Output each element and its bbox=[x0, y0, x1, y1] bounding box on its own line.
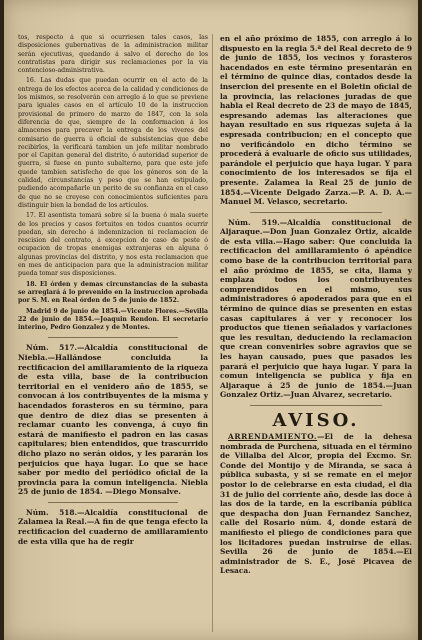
right-column bbox=[220, 34, 412, 634]
paragraph-article-18: 18. El órden y demas circunstancias de la subasta se arreglará á lo prevenido en la instruccion aprobada por S. M. en Real órden de 5 de junio de 1852. bbox=[18, 280, 208, 305]
notice-518-zalamea: Núm. 518.—Alcaldía constitucional de Zalamea la Real.—A fin de que tenga efecto la rectificacion del cuaderno de amillaramiento de esta villa que ha de regir bbox=[18, 507, 208, 546]
newspaper-page bbox=[4, 0, 418, 640]
paragraph-contract-disputes: tos, respecto á que si ocurriesen tales casos, las disposiciones gubernativas de la administracion militar serán ejecutivas, quedando á salvo el derecho de los contratistas para dirigir sus reclamaciones por la via contencioso-administrativa. bbox=[18, 34, 208, 75]
paragraph-article-16: 16. Las dudas que puedan ocurrir en el acto de la entrega de los efectos acerca de la calidad y condiciones de los mismos, se resolverán con arreglo á lo que se previene para iguales casos en el artículo 10 de la instruccion provisional de primero de marzo de 1847, con la sola diferencia de que, siempre de la conformacion á los almacenes para precaver la entrega de los viveres del comisario de guerra ú oficial de subsistencias que debe recibirlos, la verificará tambien un jefe militar nombrado por el Capitan general del distrito, ó autoridad superior de guerra, si fuese en punto subalterno, para que este jefe quede tambien satisfecho de que los géneros son de la calidad, circunstancias y peso que se han estipulado, pudiendo acompañarle un perito de su confianza en el caso de que no se creyese con conocimientos suficientes para distinguir bien la bondad de los artículos. bbox=[18, 77, 208, 209]
section-divider bbox=[48, 502, 178, 503]
notice-517-niebla: Núm. 517.—Alcaldía constitucional de Niebla.—Hallándose concluida la rectificacion del amillaramiento de la riqueza de esta villa, base de la contribucion territorial en el venidero año de 1855, se convocan á los contribuyentes de la misma y hacendados forasteros en su término, para que dentro de diez dias se presenten á reclamar cuanto les convenga, á cuyo fin estará de manifiesto el padron en las casas capitulares; bien entendidos, que trascurrido dicho plazo no serán oidos, y les pararán los perjuicios que haya lugar. Lo que se hace saber por medio del periódico oficial de la provincia para la comun inteligencia. Niebla 25 de junio de 1854. —Diego Monsalve. bbox=[18, 343, 208, 497]
aviso-subheading: ARRENDAMIENTO. bbox=[228, 431, 318, 441]
notice-518-continuation: en el año próximo de 1855, con arreglo á lo dispuesto en la regla 5.ª del Real decreto de 9 de junio de 1855, los vecinos y forasteros hacendados en este término presentarán en el término de quince dias, contados desde la insercion del presente en el Boletin oficial de la provincia, las relaciones juradas de que habla el Real decreto de 23 de mayo de 1845, espresando ademas las alteraciones que hayan resultado en sus riquezas sujeta á la espresada contribucion; en el concepto que no verificándolo en dicho término se procederá á evaluarle de oficio sus utilidades, parándole el perjuicio que haya lugar. Y para conocimiento de los interesados se fija el presente. Zalamea la Real 25 de junio de 1854.—Vicente Delgado Zarza.—P. A. D. A.—Manuel M. Velasco, secretario. bbox=[220, 34, 412, 207]
signature-block: Madrid 9 de junio de 1854.—Vicente Flores.—Sevilla 22 de junio de 1854.—Joaquin Rendon. El secretario interino, Pedro Gonzalez y de Montes. bbox=[18, 307, 208, 332]
left-column bbox=[18, 34, 208, 634]
column-divider bbox=[212, 34, 213, 632]
section-divider bbox=[48, 337, 178, 338]
aviso-body: —El de la dehesa nombrada de Purchena, situada en el término de Villalba del Alcor, propia del Excmo. Sr. Conde del Montijo y de Miranda, se saca á pública subasta, y si se remate en el mejor postor lo de celebrarse en esta ciudad, el dia 31 de julio del corriente año, desde las doce á las dos de la tarde, en la escribanía pública que despacha don Juan Fernandez Sanchez, calle del Rosario núm. 4, donde estará de manifiesto el pliego de condiciones para que los licitadores puedan instruirse de ellas. Sevilla 26 de junio de 1854.—El administrador de S. E., José Picavea de Lesaca. bbox=[220, 431, 412, 576]
notice-519-aljaraque: Núm. 519.—Alcaldía constitucional de Aljaraque.—Don Juan Gonzalez Ortiz, alcalde de esta villa.—Hago saber: Que concluida la rectificacion del amillaramiento ó apéndice como base de la contribucion territorial para el año próximo de 1855, se cita, llama y emplaza todos los contribuyentes comprendidos en el mismo, sus administradores ó apoderados para que en el término de quince dias se presenten en estas casas capitulares á ver y reconocer los productos que tienen señalados y variaciones que les resultan, deduciendo la reclamacion que crean convenirles sobre agravios que se les hayan causado, pues que pasados les parará el perjuicio que haya lugar. Y para la comun inteligencia se publica y fija en Aljaraque á 25 de junio de 1854.—Juan Gonzalez Ortiz.—Juan Alvarez, secretario. bbox=[220, 217, 412, 400]
section-divider bbox=[250, 212, 382, 213]
paragraph-article-17: 17. El asentista tomará sobre sí la buena ó mala suerte de los precios y casos fortuitos en todos cuantos ocurrir puedan, sin derecho á indemnizacion ni reclamacion de rescision del contrato, á excepcion de caso de peste ó ocupacion de tropas enemigas extranjeras en alguna ó algunas provincias del distrito, y nos esta reclamacion que en mes de anticipacion para que la administracion militar pueda tomar sus disposiciones. bbox=[18, 212, 208, 278]
section-divider bbox=[250, 405, 382, 406]
aviso-heading: AVISO. bbox=[272, 409, 360, 431]
